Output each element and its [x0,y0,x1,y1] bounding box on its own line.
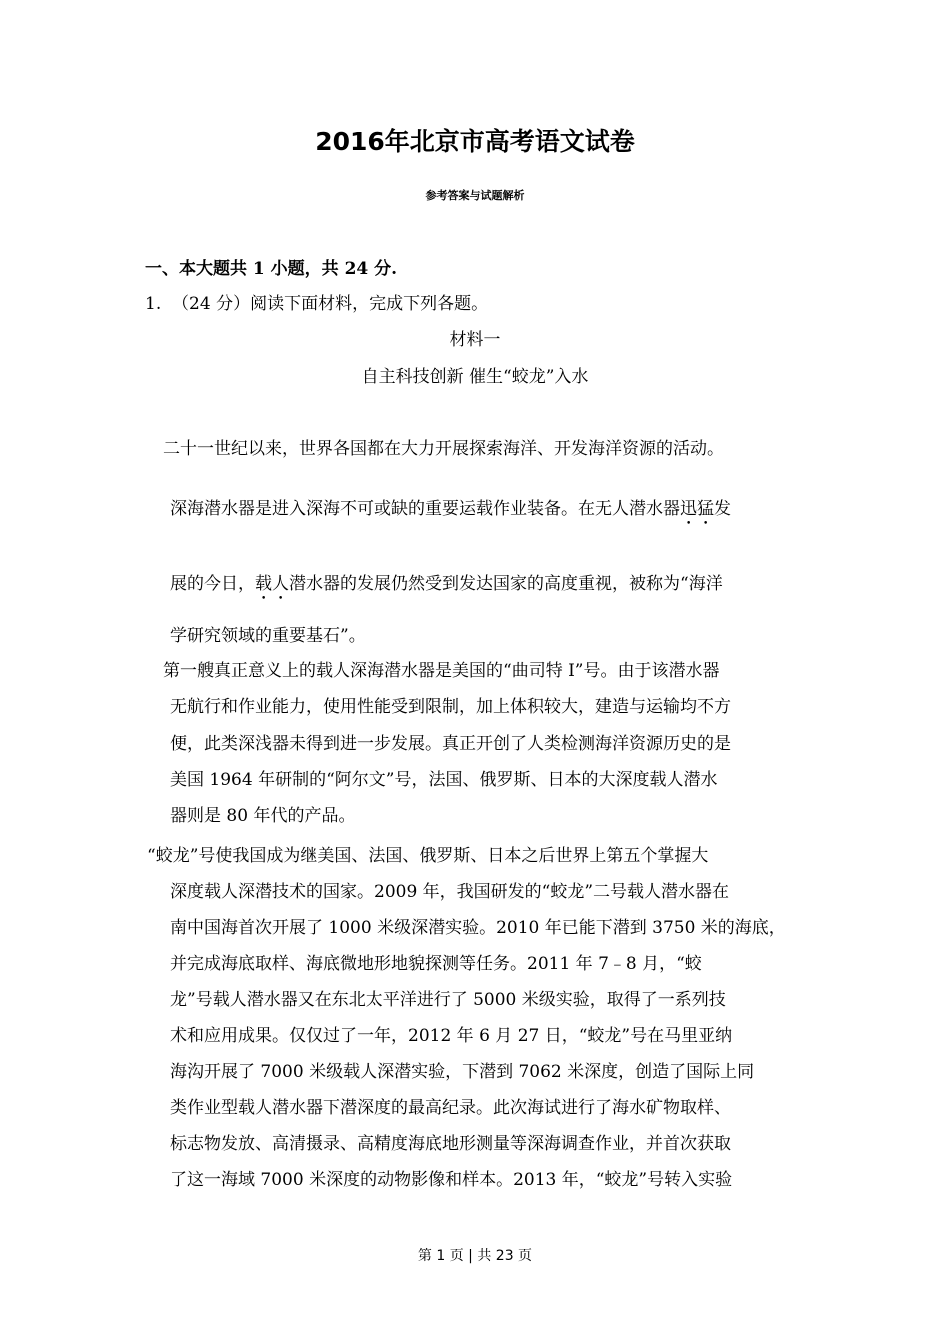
text-run: 展的今日， [170,574,255,594]
section-heading: 一、本大题共 1 小题，共 24 分. [145,259,398,279]
paragraph-line [170,494,731,529]
emphasized-word: 迅猛 [680,499,714,519]
paragraph-line: 了这一海域 7000 米深度的动物影像和样本。2013 年，“蛟龙”号转入实验 [170,1170,733,1190]
emphasized-word: 载人 [255,574,289,594]
material-title: 自主科技创新 催生“蛟龙”入水 [361,367,589,387]
question-text: （24 分）阅读下面材料，完成下列各题。 [172,294,489,314]
text-run: 潜水器的发展仍然受到发达国家的高度重视，被称为“海洋 [289,574,723,594]
question-number: 1. [145,294,162,314]
paragraph-line [170,569,723,604]
paragraph-line: 标志物发放、高清摄录、高精度海底地形测量等深海调查作业，并首次获取 [170,1134,731,1154]
paragraph-line: 并完成海底取样、海底微地形地貌探测等任务。2011 年 7﹣8 月，“蛟 [170,954,702,974]
paragraph-line: 深度载人深潜技术的国家。2009 年，我国研发的“蛟龙”二号载人潜水器在 [170,882,730,902]
page-footer: 第 1 页 | 共 23 页 [417,1248,533,1264]
page-title: 2016年北京市高考语文试卷 [315,127,635,156]
paragraph-line: 南中国海首次开展了 1000 米级深潜实验。2010 年已能下潜到 3750 米的海底， [170,918,786,938]
paragraph-line: 第一艘真正意义上的载人深海潜水器是美国的“曲司特 Ⅰ”号。由于该潜水器 [163,661,720,681]
material-label: 材料一 [449,330,501,350]
question-1 [145,289,488,314]
paragraph-line: 器则是 80 年代的产品。 [170,806,356,826]
text-run: 发 [714,499,731,519]
paragraph-line: 学研究领域的重要基石”。 [170,626,366,646]
paragraph-line: 术和应用成果。仅仅过了一年，2012 年 6 月 27 日，“蛟龙”号在马里亚纳 [170,1026,733,1046]
paragraph-line: 无航行和作业能力，使用性能受到限制，加上体积较大，建造与运输均不方 [170,697,731,717]
paragraph-line: 龙”号载人潜水器又在东北太平洋进行了 5000 米级实验，取得了一系列技 [170,990,726,1010]
paragraph-line: 二十一世纪以来，世界各国都在大力开展探索海洋、开发海洋资源的活动。 [163,439,724,459]
paragraph-line: 类作业型载人潜水器下潜深度的最高纪录。此次海试进行了海水矿物取样、 [170,1098,731,1118]
paragraph-line: “蛟龙”号使我国成为继美国、法国、俄罗斯、日本之后世界上第五个掌握大 [147,846,709,866]
page-subtitle: 参考答案与试题解析 [425,189,525,202]
text-run: 深海潜水器是进入深海不可或缺的重要运载作业装备。在无人潜水器 [170,499,680,519]
paragraph-line: 美国 1964 年研制的“阿尔文”号，法国、俄罗斯、日本的大深度载人潜水 [170,770,718,790]
paragraph-line: 海沟开展了 7000 米级载人深潜实验，下潜到 7062 米深度，创造了国际上同 [170,1062,755,1082]
paragraph-line: 便，此类深浅器未得到进一步发展。真正开创了人类检测海洋资源历史的是 [170,734,731,754]
